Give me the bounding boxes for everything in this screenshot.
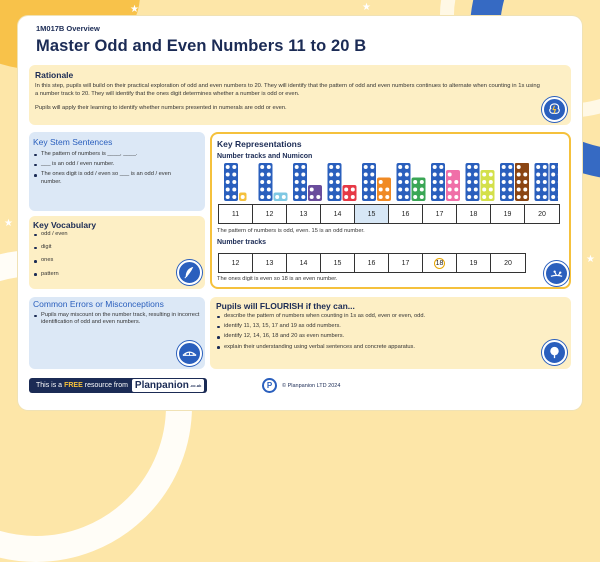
number-track-1 <box>218 204 560 224</box>
list-item: odd / even <box>33 231 181 238</box>
brand-suffix: .co.uk <box>190 383 202 388</box>
numicon-shape <box>293 163 322 201</box>
track-cell <box>423 254 457 272</box>
numicon-shape <box>500 163 529 201</box>
quill-icon <box>177 260 202 285</box>
rationale-text: Pupils will apply their learning to identify whether numbers presented in numerals are odd or even. <box>35 105 543 113</box>
key-stem-list <box>33 151 181 189</box>
numicon-shape <box>224 163 247 201</box>
star-icon: ★ <box>4 218 13 229</box>
branch-icon <box>544 261 569 286</box>
track-2-caption: The ones digit is even so 18 is an even number. <box>217 276 337 282</box>
list-item: identify 12, 14, 16, 18 and 20 as even numbers. <box>216 333 516 340</box>
numicon-shape <box>397 163 426 201</box>
bridge-icon <box>177 341 202 366</box>
numicon-shape <box>328 163 357 201</box>
tree-icon <box>542 340 567 365</box>
track-cell: 13 <box>287 205 321 223</box>
footer-banner <box>29 378 207 393</box>
brand-name: Planpanion <box>135 380 189 391</box>
track-cell: 13 <box>253 254 287 272</box>
footer-pre: This is a <box>36 382 62 389</box>
numicon-shape <box>466 163 495 201</box>
list-item: Pupils may miscount on the number track, resulting in incorrect identification of odd and even numbers. <box>33 312 201 326</box>
key-stem-panel <box>29 132 205 211</box>
number-track-2 <box>218 253 526 273</box>
number-tracks-subheading: Number tracks <box>217 239 266 246</box>
list-item: ones <box>33 257 181 264</box>
key-stem-heading: Key Stem Sentences <box>33 137 112 147</box>
list-item: The ones digit is odd / even so ___ is an odd / even number. <box>33 171 181 185</box>
footer-post: resource from <box>85 382 128 389</box>
numicon-shape <box>535 163 559 201</box>
common-errors-heading: Common Errors or Misconceptions <box>33 299 164 309</box>
key-vocabulary-panel <box>29 216 205 289</box>
track-cell: 16 <box>389 205 423 223</box>
rationale-panel <box>29 65 571 125</box>
numicon-shape <box>259 163 288 201</box>
key-vocabulary-heading: Key Vocabulary <box>33 220 96 230</box>
track-cell: 18 <box>457 205 491 223</box>
resource-code: 1M017B Overview <box>36 24 100 33</box>
list-item: digit <box>33 244 181 251</box>
track-cell: 17 <box>423 205 457 223</box>
flourish-list <box>216 313 516 354</box>
track-cell: 16 <box>355 254 389 272</box>
copyright-text: © Planpanion LTD 2024 <box>282 383 340 389</box>
track-cell: 20 <box>491 254 525 272</box>
planpanion-logo-icon: P <box>262 378 277 393</box>
track-cell: 14 <box>321 205 355 223</box>
brand-logo[interactable] <box>132 379 204 392</box>
key-representations-heading: Key Representations <box>217 139 302 149</box>
track-cell: 12 <box>219 254 253 272</box>
circled-number: 18 <box>434 258 445 269</box>
track-cell: 12 <box>253 205 287 223</box>
track-cell: 15 <box>355 205 389 223</box>
track-1-caption: The pattern of numbers is odd, even. 15 is an odd number. <box>217 228 365 234</box>
common-errors-panel <box>29 297 205 369</box>
numicon-row <box>218 163 558 203</box>
flourish-heading: Pupils will FLOURISH if they can... <box>216 301 355 311</box>
key-representations-panel <box>210 132 571 289</box>
star-icon: ★ <box>586 254 595 265</box>
track-cell: 19 <box>457 254 491 272</box>
numicon-shape <box>362 163 391 201</box>
list-item: describe the pattern of numbers when counting in 1s as odd, even or even, odd. <box>216 313 516 320</box>
numicon-subheading: Number tracks and Numicon <box>217 153 312 160</box>
rationale-heading: Rationale <box>35 70 73 80</box>
flourish-panel <box>210 297 571 369</box>
track-cell: 19 <box>491 205 525 223</box>
star-icon: ★ <box>362 2 371 13</box>
track-cell: 17 <box>389 254 423 272</box>
copyright <box>262 378 340 393</box>
list-item: pattern <box>33 271 181 278</box>
common-errors-list <box>33 312 201 329</box>
list-item: ___ is an odd / even number. <box>33 161 181 168</box>
list-item: The pattern of numbers is ____, ____. <box>33 151 181 158</box>
numicon-shape <box>431 163 460 201</box>
brain-lightning-icon <box>542 97 567 122</box>
footer-free: FREE <box>64 382 83 389</box>
list-item: identify 11, 13, 15, 17 and 19 as odd numbers. <box>216 323 516 330</box>
list-item: explain their understanding using verbal sentences and concrete apparatus. <box>216 344 516 351</box>
page-title: Master Odd and Even Numbers 11 to 20 B <box>36 37 366 56</box>
star-icon: ★ <box>130 4 139 15</box>
track-cell: 11 <box>219 205 253 223</box>
track-cell: 15 <box>321 254 355 272</box>
track-cell: 20 <box>525 205 559 223</box>
track-cell: 14 <box>287 254 321 272</box>
rationale-text: In this step, pupils will build on their practical exploration of odd and even numbers to 20. They will identify that the pattern of odd and even numbers continues to alternate when counting in 1s using a number track to 20. They will identify that the ones digit determines whether a number is odd or even. <box>35 83 543 98</box>
key-vocabulary-list <box>33 231 181 284</box>
